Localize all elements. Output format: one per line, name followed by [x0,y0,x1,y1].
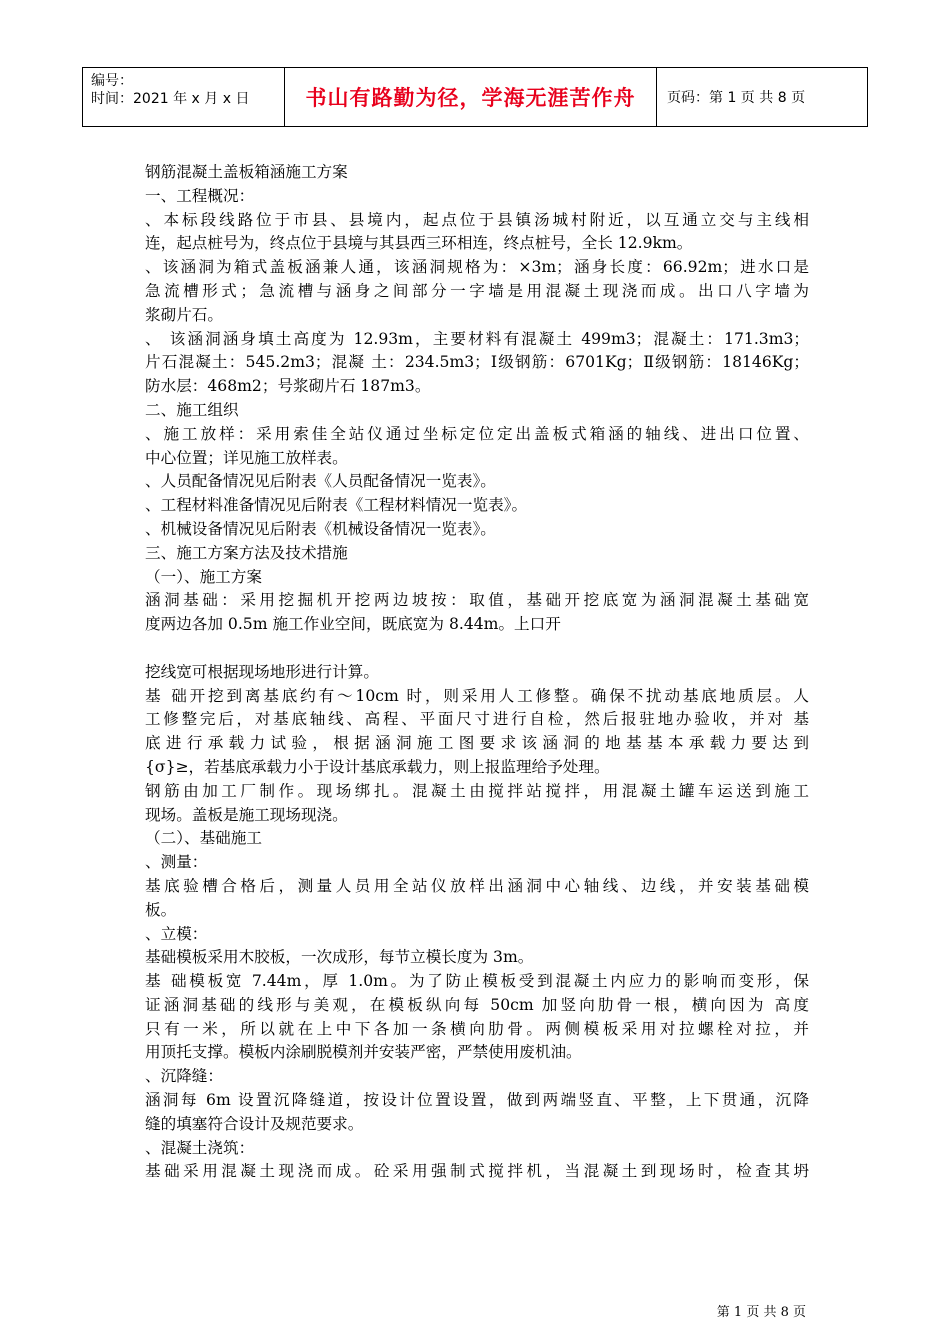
text-line: 防水层：468m2；号浆砌片石 187m3。 [145,377,431,396]
text-line: 片石混凝土：545.2m3；混凝 土：234.5m3；Ⅰ级钢筋：6701Kg；Ⅱ级钢筋：18146Kg； [145,353,809,372]
text-line: 浆砌片石。 [145,305,223,324]
text-line: 、沉降缝： [145,1067,223,1086]
text-line: 缝的填塞符合设计及规范要求。 [145,1114,364,1133]
header-meta [83,68,285,126]
text-line: 、 该涵洞涵身填土高度为 12.93m，主要材料有混凝土 499m3；混凝土：171.3m3； [145,329,809,348]
document-number: 编号： [91,73,133,89]
text-line: 涵洞每 6m 设置沉降缝道，按设计位置设置，做到两端竖直、平整，上下贯通，沉降 [145,1091,809,1110]
text-line: 基 础模板宽 7.44m，厚 1.0m。为了防止模板受到混凝土内应力的影响而变形，保 [145,972,809,991]
text-line: 只有一米，所以就在上中下各加一条横向肋骨。两侧模板采用对拉螺栓对拉，并 [145,1019,809,1038]
text-line: 用顶托支撑。模板内涂刷脱模剂并安装严密，严禁使用废机油。 [145,1043,582,1062]
text-line: 、工程材料准备情况见后附表《工程材料情况一览表》。 [145,496,528,515]
text-line: 、该涵洞为箱式盖板涵兼人通，该涵洞规格为：×3m；涵身长度：66.92m；进水口是 [145,258,809,277]
text-line: 、立模： [145,924,208,943]
text-line: 、本标段线路位于市县、县境内，起点位于县镇汤城村附近，以互通立交与主线相 [145,210,809,229]
text-line: 板。 [145,900,177,919]
text-line: 现场。盖板是施工现场现浇。 [145,805,348,824]
document-date: 时间：2021 年 x 月 x 日 [91,91,250,107]
text-line: 一、工程概况： [145,186,255,205]
text-line: 三、施工方案方法及技术措施 [145,543,348,562]
text-line: 中心位置；详见施工放样表。 [145,448,348,467]
header-motto: 书山有路勤为径，学海无涯苦作舟 [285,68,657,126]
text-line: 钢筋混凝土盖板箱涵施工方案 [145,163,348,181]
text-line: 、混凝土浇筑： [145,1138,255,1157]
text-line: 基础模板采用木胶板，一次成形，每节立模长度为 3m。 [145,948,534,967]
text-line: 、测量： [145,853,208,872]
text-line: 、机械设备情况见后附表《机械设备情况一览表》。 [145,519,496,538]
text-line: 基底验槽合格后，测量人员用全站仪放样出涵洞中心轴线、边线，并安装基础模 [145,876,809,895]
text-line: 连，起点桩号为，终点位于县境与其县西三环相连，终点桩号，全长 12.9km。 [145,234,693,253]
text-line: 挖线宽可根据现场地形进行计算。 [145,662,379,681]
text-line: 、施工放样：采用索佳全站仪通过坐标定位定出盖板式箱涵的轴线、进出口位置、 [145,424,809,443]
text-line: （一）、施工方案 [145,567,262,586]
text-line: 底进行承载力试验，根据涵洞施工图要求该涵洞的地基基本承载力要达到 [145,734,809,753]
header-page-info: 页码：第 1 页 共 8 页 [667,90,806,106]
page-footer: 第 1 页 共 8 页 [716,1305,806,1320]
text-line: （二）、基础施工 [145,829,262,848]
text-line: 涵洞基础：采用挖掘机开挖两边坡按：取值，基础开挖底宽为涵洞混凝土基础宽 [145,591,809,610]
text-line: 工修整完后，对基底轴线、高程、平面尺寸进行自检，然后报驻地办验收，并对 基 [145,710,809,729]
text-line: 、人员配备情况见后附表《人员配备情况一览表》。 [145,472,496,491]
text-line: 基 础开挖到离基底约有～10cm 时，则采用人工修整。确保不扰动基底地质层。人 [145,686,809,705]
text-line: 度两边各加 0.5m 施工作业空间，既底宽为 8.44m。上口开 [145,615,561,634]
text-line: 基础采用混凝土现浇而成。砼采用强制式搅拌机，当混凝土到现场时，检查其坍 [145,1162,809,1181]
page-header [82,67,868,127]
document-body [145,161,809,1184]
text-line: 钢筋由加工厂制作。现场绑扎。混凝土由搅拌站搅拌，用混凝土罐车运送到施工 [145,781,809,800]
text-line: 急流槽形式；急流槽与涵身之间部分一字墙是用混凝土现浇而成。出口八字墙为 [145,281,809,300]
text-line: 二、施工组织 [145,400,239,419]
text-line: {σ}≥，若基底承载力小于设计基底承载力，则上报监理给予处理。 [145,757,610,776]
text-line: 证涵洞基础的线形与美观，在模板纵向每 50cm 加竖向肋骨一根，横向因为 高度 [145,995,809,1014]
